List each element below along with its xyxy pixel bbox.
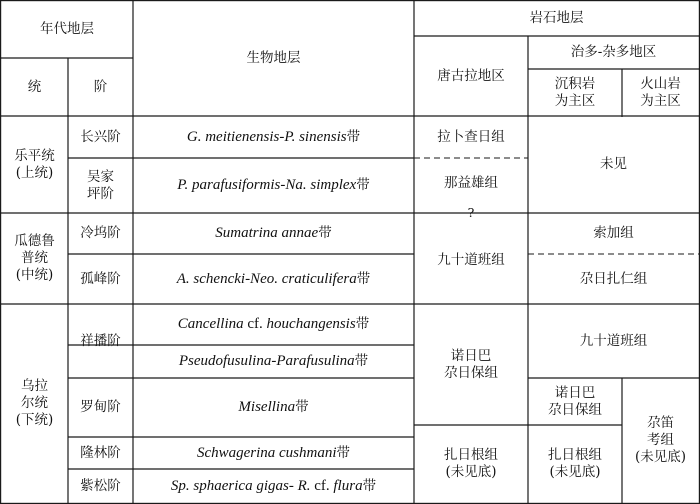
- zone-species: houchangensis: [266, 316, 356, 333]
- header-tanggula: 唐古拉地区: [437, 67, 505, 84]
- header-stage: 阶: [93, 78, 108, 95]
- zone-pseudofusulina-parafusulina: [133, 345, 414, 378]
- zone-species: flura: [333, 477, 363, 494]
- zone-misellina: [133, 378, 414, 437]
- zone-name: P. parafusiformis-Na. simplex: [177, 177, 357, 194]
- stage-luodian: 罗甸阶: [80, 399, 121, 416]
- stage-gufeng: 孤峰阶: [80, 270, 121, 287]
- zone-parafusiformis-simplex: [133, 158, 414, 213]
- header-sedimentary-area: 沉积岩 为主区: [554, 75, 596, 109]
- zone-name: Sumatrina annae: [215, 225, 319, 242]
- formation-labuchari: 拉卜查日组: [437, 128, 505, 145]
- series-lopingian: 乐平统 (上统): [14, 147, 55, 181]
- formation-jiushidaoban-zhiduo: 九十道班组: [579, 332, 648, 349]
- zone-suffix: 带: [295, 399, 309, 416]
- formation-nayixiong: 那益雄组: [444, 174, 498, 191]
- stage-longlin: 隆林阶: [80, 444, 121, 461]
- not-seen-cell: 未见: [600, 156, 627, 173]
- formation-gadikao: 尕笛 考组 (未见底): [634, 415, 687, 465]
- series-cisuralian: 乌拉 尔统 (下统): [15, 378, 54, 428]
- header-biostrata: 生物地层: [246, 50, 301, 67]
- zone-cf: cf.: [310, 477, 334, 494]
- series-guadalupian: 瓜德鲁 普统 (中统): [14, 233, 55, 283]
- zone-suffix: 带: [362, 477, 377, 494]
- stage-zisong: 紫松阶: [80, 477, 121, 494]
- zone-cancellina-houchangensis: [133, 304, 414, 345]
- zone-suffix: 带: [346, 128, 361, 145]
- header-era-strata: 年代地层: [40, 21, 94, 38]
- formation-nuoriba-garibao-tanggula: 诺日巴 尕日保组: [444, 347, 498, 381]
- zone-suffix: 带: [355, 316, 370, 333]
- zone-schwagerina-cushmani: [133, 437, 414, 469]
- stage-xiangbo: 祥播阶: [80, 332, 121, 349]
- zone-suffix: 带: [356, 270, 371, 287]
- header-zhiduo-zaduo: 治多-杂多地区: [570, 44, 657, 61]
- header-series: 统: [27, 78, 42, 95]
- formation-jiushidaoban-tanggula: 九十道班组: [437, 251, 505, 268]
- formation-garizharen: 尕日扎仁组: [579, 270, 648, 287]
- zone-genus: Cancellina: [177, 316, 244, 333]
- zone-name: Schwagerina cushmani: [196, 444, 337, 461]
- zone-name: G. meitienensis-P. sinensis: [186, 128, 347, 145]
- formation-suojia: 索加组: [593, 225, 634, 242]
- zone-name: A. schencki-Neo. craticulifera: [176, 270, 357, 287]
- zone-suffix: 带: [356, 177, 370, 194]
- stage-lengwu: 冷坞阶: [80, 225, 121, 242]
- zone-sumatrina-annae: [133, 213, 414, 254]
- stage-wuchiapingian: 吴家 坪阶: [87, 168, 114, 202]
- header-volcanic-area: 火山岩 为主区: [640, 75, 681, 109]
- zone-genus: Sp. sphaerica gigas- R.: [170, 477, 311, 494]
- zone-suffix: 带: [318, 225, 332, 242]
- zone-cf: cf.: [243, 316, 267, 333]
- zone-suffix: 带: [354, 353, 369, 370]
- zone-schencki-craticulifera: [133, 254, 414, 304]
- zone-name: Pseudofusulina-Parafusulina: [178, 353, 355, 370]
- zone-name: Misellina: [238, 399, 296, 416]
- header-lithostrata: 岩石地层: [529, 10, 584, 27]
- boundary-query-mark: ?: [467, 205, 475, 221]
- stage-changhsingian: 长兴阶: [80, 128, 121, 145]
- zone-suffix: 带: [336, 444, 351, 461]
- formation-nuoriba-garibao-zhiduo: 诺日巴 尕日保组: [548, 384, 602, 418]
- formation-zarigen-zhiduo: 扎日根组 (未见底): [548, 447, 602, 480]
- zone-sphaerica-gigas-flura: [133, 469, 414, 503]
- zone-meitienensis-sinensis: [133, 116, 414, 158]
- formation-zarigen-tanggula: 扎日根组 (未见底): [444, 447, 498, 480]
